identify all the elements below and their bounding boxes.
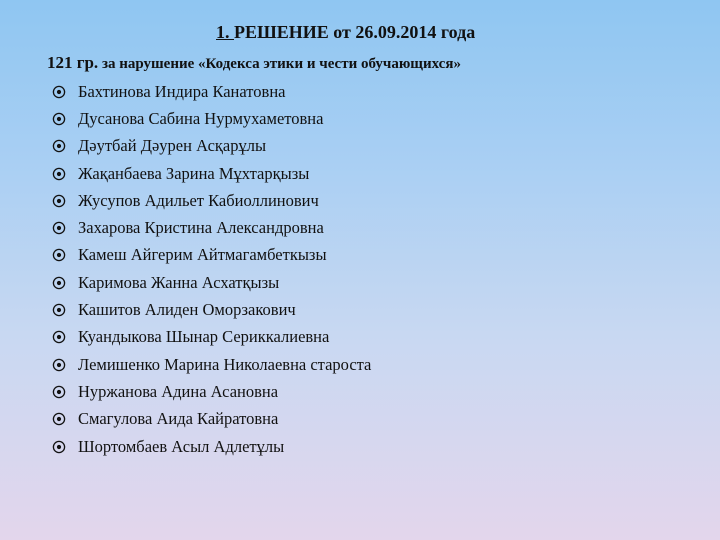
student-name: Шортомбаев Асыл Адлетұлы: [78, 436, 285, 456]
list-item: [52, 160, 371, 187]
circled-bullet-icon: [52, 112, 78, 126]
list-item: [52, 269, 371, 296]
list-item: [52, 78, 371, 105]
student-name: Жақанбаева Зарина Мұхтарқызы: [78, 163, 310, 183]
student-name: Жусупов Адильет Кабиоллинович: [78, 190, 319, 210]
list-item: [52, 133, 371, 160]
decision-number: 1.: [216, 22, 234, 42]
circled-bullet-icon: [52, 276, 78, 290]
list-item: [52, 351, 371, 378]
circled-bullet-icon: [52, 303, 78, 317]
list-item: [52, 296, 371, 323]
list-item: [52, 187, 371, 214]
student-name: Захарова Кристина Александровна: [78, 218, 324, 238]
student-name: Смагулова Аида Кайратовна: [78, 409, 279, 429]
student-name: Кашитов Алиден Оморзакович: [78, 300, 296, 320]
student-name: Нуржанова Адина Асановна: [78, 381, 279, 401]
circled-bullet-icon: [52, 440, 78, 454]
list-item: [52, 406, 371, 433]
student-name: Дәутбай Дәурен Асқарұлы: [78, 136, 267, 156]
circled-bullet-icon: [52, 330, 78, 344]
circled-bullet-icon: [52, 358, 78, 372]
circled-bullet-icon: [52, 385, 78, 399]
student-list: [52, 78, 371, 460]
list-item: [52, 105, 371, 132]
student-name: Бахтинова Индира Канатовна: [78, 81, 286, 101]
circled-bullet-icon: [52, 194, 78, 208]
list-item: [52, 378, 371, 405]
group-subtitle: [47, 53, 461, 73]
circled-bullet-icon: [52, 248, 78, 262]
student-name: Дусанова Сабина Нурмухаметовна: [78, 108, 324, 128]
violation-text: за нарушение «Кодекса этики и чести обучающихся»: [98, 56, 461, 72]
student-name: Куандыкова Шынар Сериккалиевна: [78, 327, 330, 347]
circled-bullet-icon: [52, 85, 78, 99]
circled-bullet-icon: [52, 221, 78, 235]
group-number: 121 гр.: [47, 53, 99, 72]
list-item: [52, 324, 371, 351]
circled-bullet-icon: [52, 139, 78, 153]
decision-title: [216, 22, 475, 43]
decision-title-text: РЕШЕНИЕ от 26.09.2014 года: [234, 22, 476, 42]
list-item: [52, 433, 371, 460]
circled-bullet-icon: [52, 167, 78, 181]
list-item: [52, 242, 371, 269]
student-name: Камеш Айгерим Айтмагамбеткызы: [78, 245, 327, 265]
circled-bullet-icon: [52, 412, 78, 426]
student-name: Каримова Жанна Асхатқызы: [78, 272, 280, 292]
student-name: Лемишенко Марина Николаевна староста: [78, 354, 372, 374]
list-item: [52, 214, 371, 241]
